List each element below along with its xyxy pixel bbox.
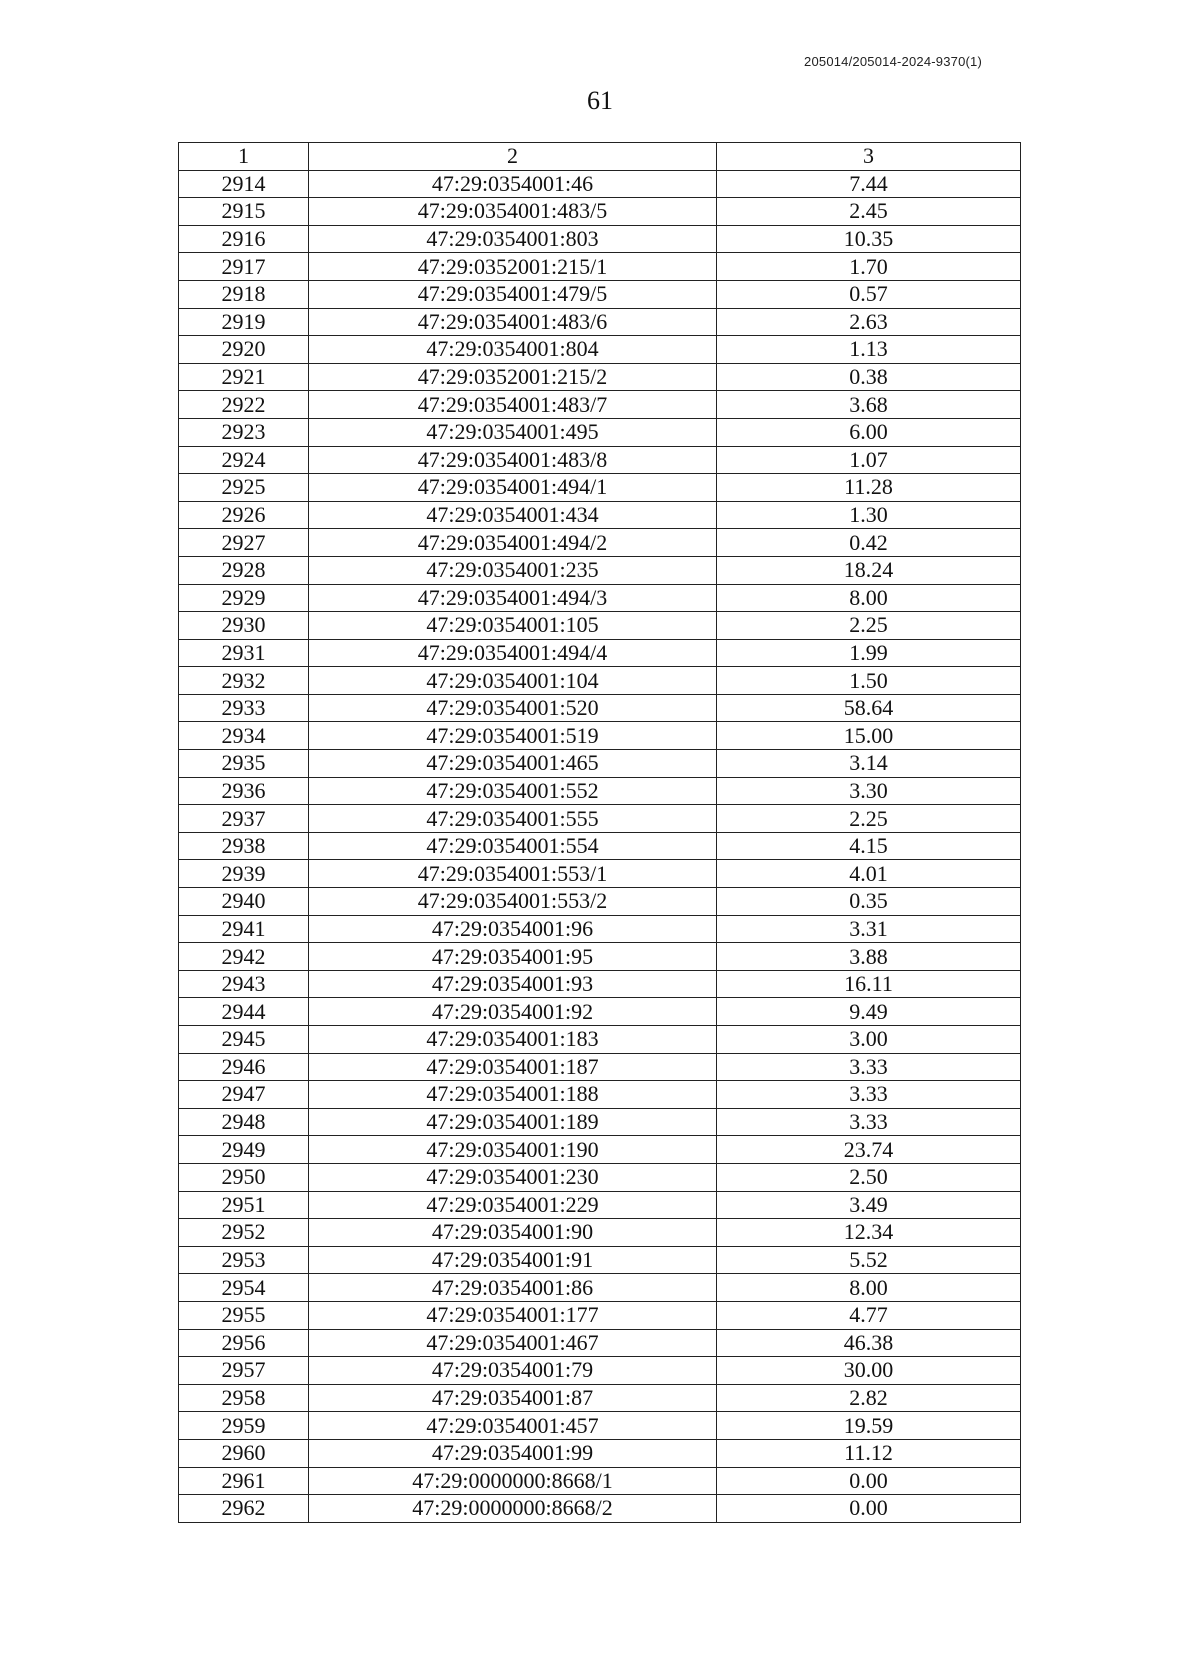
table-row (179, 1274, 1021, 1302)
area-value-cell: 0.42 (717, 529, 1021, 557)
table-row (179, 1495, 1021, 1523)
row-number-cell: 2943 (179, 970, 309, 998)
cadastral-number-cell: 47:29:0354001:494/2 (309, 529, 717, 557)
row-number-cell: 2945 (179, 1026, 309, 1054)
table-row (179, 198, 1021, 226)
cadastral-number-cell: 47:29:0354001:183 (309, 1026, 717, 1054)
row-number-cell: 2947 (179, 1081, 309, 1109)
area-value-cell: 11.12 (717, 1439, 1021, 1467)
row-number-cell: 2927 (179, 529, 309, 557)
area-value-cell: 4.15 (717, 832, 1021, 860)
area-value-cell: 4.01 (717, 860, 1021, 888)
area-value-cell: 19.59 (717, 1412, 1021, 1440)
cadastral-number-cell: 47:29:0354001:554 (309, 832, 717, 860)
table-row (179, 418, 1021, 446)
table-row (179, 1108, 1021, 1136)
area-value-cell: 12.34 (717, 1219, 1021, 1247)
area-value-cell: 3.14 (717, 750, 1021, 778)
cadastral-number-cell: 47:29:0354001:555 (309, 805, 717, 833)
row-number-cell: 2959 (179, 1412, 309, 1440)
table-row (179, 750, 1021, 778)
cadastral-number-cell: 47:29:0354001:552 (309, 777, 717, 805)
row-number-cell: 2928 (179, 556, 309, 584)
table-body (179, 170, 1021, 1522)
row-number-cell: 2932 (179, 667, 309, 695)
table-row (179, 860, 1021, 888)
cadastral-number-cell: 47:29:0354001:46 (309, 170, 717, 198)
cadastral-number-cell: 47:29:0354001:87 (309, 1384, 717, 1412)
area-value-cell: 8.00 (717, 1274, 1021, 1302)
row-number-cell: 2944 (179, 998, 309, 1026)
area-value-cell: 4.77 (717, 1301, 1021, 1329)
column-header: 1 (179, 143, 309, 171)
area-value-cell: 3.33 (717, 1108, 1021, 1136)
row-number-cell: 2921 (179, 363, 309, 391)
cadastral-number-cell: 47:29:0354001:467 (309, 1329, 717, 1357)
row-number-cell: 2917 (179, 253, 309, 281)
cadastral-number-cell: 47:29:0354001:804 (309, 336, 717, 364)
area-value-cell: 3.30 (717, 777, 1021, 805)
cadastral-number-cell: 47:29:0354001:99 (309, 1439, 717, 1467)
row-number-cell: 2938 (179, 832, 309, 860)
area-value-cell: 2.82 (717, 1384, 1021, 1412)
row-number-cell: 2946 (179, 1053, 309, 1081)
column-header: 2 (309, 143, 717, 171)
area-value-cell: 1.99 (717, 639, 1021, 667)
area-value-cell: 0.00 (717, 1467, 1021, 1495)
table-row (179, 1301, 1021, 1329)
cadastral-number-cell: 47:29:0354001:494/1 (309, 474, 717, 502)
table-row (179, 612, 1021, 640)
area-value-cell: 9.49 (717, 998, 1021, 1026)
table-row (179, 170, 1021, 198)
area-value-cell: 6.00 (717, 418, 1021, 446)
table-row (179, 308, 1021, 336)
document-id: 205014/205014-2024-9370(1) (804, 54, 982, 69)
area-value-cell: 3.33 (717, 1053, 1021, 1081)
cadastral-number-cell: 47:29:0354001:230 (309, 1163, 717, 1191)
cadastral-number-cell: 47:29:0354001:494/4 (309, 639, 717, 667)
table-row (179, 1412, 1021, 1440)
table-row (179, 280, 1021, 308)
area-value-cell: 58.64 (717, 694, 1021, 722)
cadastral-number-cell: 47:29:0354001:187 (309, 1053, 717, 1081)
row-number-cell: 2956 (179, 1329, 309, 1357)
cadastral-number-cell: 47:29:0354001:86 (309, 1274, 717, 1302)
row-number-cell: 2949 (179, 1136, 309, 1164)
row-number-cell: 2948 (179, 1108, 309, 1136)
table-row (179, 970, 1021, 998)
table-row (179, 888, 1021, 916)
area-value-cell: 15.00 (717, 722, 1021, 750)
area-value-cell: 11.28 (717, 474, 1021, 502)
table-row (179, 1439, 1021, 1467)
cadastral-number-cell: 47:29:0352001:215/1 (309, 253, 717, 281)
row-number-cell: 2926 (179, 501, 309, 529)
table-row (179, 1053, 1021, 1081)
area-value-cell: 2.63 (717, 308, 1021, 336)
cadastral-number-cell: 47:29:0354001:79 (309, 1357, 717, 1385)
area-value-cell: 1.13 (717, 336, 1021, 364)
cadastral-number-cell: 47:29:0354001:95 (309, 943, 717, 971)
row-number-cell: 2934 (179, 722, 309, 750)
cadastral-number-cell: 47:29:0354001:483/6 (309, 308, 717, 336)
area-value-cell: 7.44 (717, 170, 1021, 198)
table-row (179, 832, 1021, 860)
area-value-cell: 3.00 (717, 1026, 1021, 1054)
row-number-cell: 2919 (179, 308, 309, 336)
row-number-cell: 2955 (179, 1301, 309, 1329)
table-row (179, 1329, 1021, 1357)
cadastral-number-cell: 47:29:0354001:91 (309, 1246, 717, 1274)
table-row (179, 1246, 1021, 1274)
row-number-cell: 2941 (179, 915, 309, 943)
cadastral-number-cell: 47:29:0354001:494/3 (309, 584, 717, 612)
row-number-cell: 2951 (179, 1191, 309, 1219)
table-row (179, 998, 1021, 1026)
row-number-cell: 2958 (179, 1384, 309, 1412)
cadastral-number-cell: 47:29:0352001:215/2 (309, 363, 717, 391)
area-value-cell: 2.25 (717, 612, 1021, 640)
cadastral-number-cell: 47:29:0354001:519 (309, 722, 717, 750)
cadastral-number-cell: 47:29:0354001:189 (309, 1108, 717, 1136)
table-row (179, 584, 1021, 612)
row-number-cell: 2925 (179, 474, 309, 502)
row-number-cell: 2914 (179, 170, 309, 198)
area-value-cell: 3.31 (717, 915, 1021, 943)
cadastral-number-cell: 47:29:0354001:495 (309, 418, 717, 446)
area-value-cell: 0.57 (717, 280, 1021, 308)
row-number-cell: 2918 (179, 280, 309, 308)
cadastral-number-cell: 47:29:0354001:434 (309, 501, 717, 529)
table-row (179, 501, 1021, 529)
row-number-cell: 2940 (179, 888, 309, 916)
row-number-cell: 2942 (179, 943, 309, 971)
cadastral-number-cell: 47:29:0354001:479/5 (309, 280, 717, 308)
table-row (179, 1026, 1021, 1054)
area-value-cell: 3.88 (717, 943, 1021, 971)
table-row (179, 722, 1021, 750)
area-value-cell: 18.24 (717, 556, 1021, 584)
table-row (179, 943, 1021, 971)
table-row (179, 1136, 1021, 1164)
row-number-cell: 2922 (179, 391, 309, 419)
cadastral-number-cell: 47:29:0354001:235 (309, 556, 717, 584)
table-row (179, 1191, 1021, 1219)
area-value-cell: 0.38 (717, 363, 1021, 391)
row-number-cell: 2923 (179, 418, 309, 446)
cadastral-number-cell: 47:29:0354001:483/8 (309, 446, 717, 474)
area-value-cell: 3.49 (717, 1191, 1021, 1219)
cadastral-number-cell: 47:29:0354001:90 (309, 1219, 717, 1247)
table-row (179, 1467, 1021, 1495)
table-row (179, 639, 1021, 667)
table-row (179, 253, 1021, 281)
area-value-cell: 5.52 (717, 1246, 1021, 1274)
cadastral-number-cell: 47:29:0354001:105 (309, 612, 717, 640)
area-value-cell: 10.35 (717, 225, 1021, 253)
column-header: 3 (717, 143, 1021, 171)
table-row (179, 1163, 1021, 1191)
row-number-cell: 2952 (179, 1219, 309, 1247)
data-table (178, 142, 1021, 1523)
cadastral-number-cell: 47:29:0000000:8668/2 (309, 1495, 717, 1523)
row-number-cell: 2961 (179, 1467, 309, 1495)
table-row (179, 474, 1021, 502)
cadastral-number-cell: 47:29:0354001:104 (309, 667, 717, 695)
table-row (179, 805, 1021, 833)
row-number-cell: 2936 (179, 777, 309, 805)
row-number-cell: 2960 (179, 1439, 309, 1467)
row-number-cell: 2916 (179, 225, 309, 253)
page-number: 61 (587, 86, 613, 115)
area-value-cell: 3.68 (717, 391, 1021, 419)
area-value-cell: 1.30 (717, 501, 1021, 529)
row-number-cell: 2920 (179, 336, 309, 364)
table-row (179, 556, 1021, 584)
cadastral-number-cell: 47:29:0354001:229 (309, 1191, 717, 1219)
cadastral-number-cell: 47:29:0354001:188 (309, 1081, 717, 1109)
row-number-cell: 2954 (179, 1274, 309, 1302)
cadastral-number-cell: 47:29:0354001:483/5 (309, 198, 717, 226)
row-number-cell: 2950 (179, 1163, 309, 1191)
area-value-cell: 8.00 (717, 584, 1021, 612)
area-value-cell: 46.38 (717, 1329, 1021, 1357)
area-value-cell: 16.11 (717, 970, 1021, 998)
table-row (179, 529, 1021, 557)
row-number-cell: 2962 (179, 1495, 309, 1523)
cadastral-number-cell: 47:29:0354001:96 (309, 915, 717, 943)
cadastral-number-cell: 47:29:0354001:457 (309, 1412, 717, 1440)
cadastral-number-cell: 47:29:0354001:190 (309, 1136, 717, 1164)
cadastral-number-cell: 47:29:0354001:803 (309, 225, 717, 253)
data-table-container (178, 142, 1020, 1523)
table-row (179, 1219, 1021, 1247)
row-number-cell: 2924 (179, 446, 309, 474)
area-value-cell: 1.07 (717, 446, 1021, 474)
table-row (179, 391, 1021, 419)
cadastral-number-cell: 47:29:0354001:92 (309, 998, 717, 1026)
cadastral-number-cell: 47:29:0354001:177 (309, 1301, 717, 1329)
table-row (179, 1081, 1021, 1109)
table-row (179, 1384, 1021, 1412)
area-value-cell: 1.50 (717, 667, 1021, 695)
table-row (179, 225, 1021, 253)
row-number-cell: 2915 (179, 198, 309, 226)
table-row (179, 363, 1021, 391)
table-row (179, 915, 1021, 943)
row-number-cell: 2953 (179, 1246, 309, 1274)
table-row (179, 1357, 1021, 1385)
cadastral-number-cell: 47:29:0000000:8668/1 (309, 1467, 717, 1495)
row-number-cell: 2935 (179, 750, 309, 778)
row-number-cell: 2929 (179, 584, 309, 612)
cadastral-number-cell: 47:29:0354001:465 (309, 750, 717, 778)
cadastral-number-cell: 47:29:0354001:93 (309, 970, 717, 998)
table-header-row (179, 143, 1021, 171)
row-number-cell: 2933 (179, 694, 309, 722)
cadastral-number-cell: 47:29:0354001:553/1 (309, 860, 717, 888)
area-value-cell: 23.74 (717, 1136, 1021, 1164)
cadastral-number-cell: 47:29:0354001:553/2 (309, 888, 717, 916)
row-number-cell: 2937 (179, 805, 309, 833)
area-value-cell: 2.25 (717, 805, 1021, 833)
row-number-cell: 2957 (179, 1357, 309, 1385)
table-row (179, 694, 1021, 722)
row-number-cell: 2939 (179, 860, 309, 888)
area-value-cell: 2.45 (717, 198, 1021, 226)
cadastral-number-cell: 47:29:0354001:520 (309, 694, 717, 722)
area-value-cell: 2.50 (717, 1163, 1021, 1191)
row-number-cell: 2930 (179, 612, 309, 640)
area-value-cell: 0.00 (717, 1495, 1021, 1523)
area-value-cell: 3.33 (717, 1081, 1021, 1109)
table-row (179, 446, 1021, 474)
cadastral-number-cell: 47:29:0354001:483/7 (309, 391, 717, 419)
area-value-cell: 30.00 (717, 1357, 1021, 1385)
table-row (179, 336, 1021, 364)
row-number-cell: 2931 (179, 639, 309, 667)
area-value-cell: 1.70 (717, 253, 1021, 281)
table-row (179, 667, 1021, 695)
table-row (179, 777, 1021, 805)
area-value-cell: 0.35 (717, 888, 1021, 916)
